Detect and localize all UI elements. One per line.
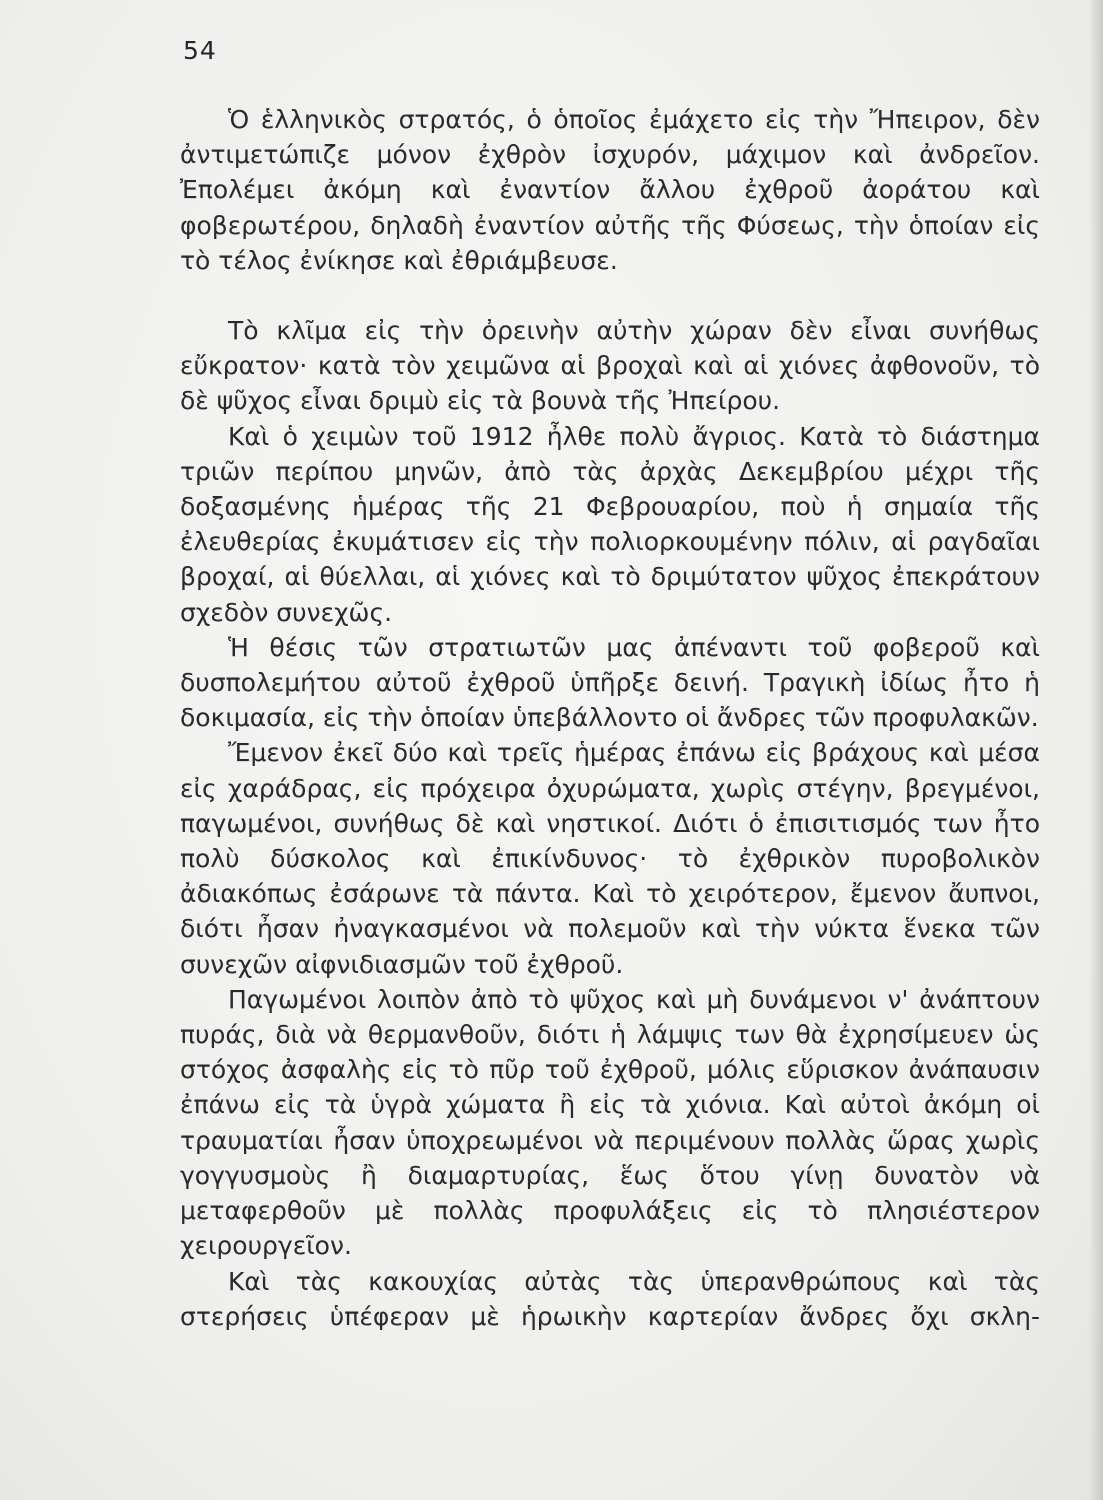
- paragraph-3: Καὶ ὁ χειμὼν τοῦ 1912 ἦλθε πολὺ ἄγριος. Κατὰ τὸ διάστημα τριῶν περίπου μηνῶν, ἀπὸ τὰς ἀρχὰς Δεκεμβρίου μέχρι τῆς δοξασμένης ἡμέρας τῆς 21 Φεβρουαρίου, ποὺ ἡ σημαία τῆς ἐλευθερίας ἐκυμάτισεν εἰς τὴν πολιορκουμένην πόλιν, αἱ ραγδαῖαι βροχαί, αἱ θύελλαι, αἱ χιόνες καὶ τὸ δριμύτατον ψῦχος ἐπεκράτουν σχεδὸν συνεχῶς.: [180, 421, 1040, 627]
- paragraph-1: Ὁ ἑλληνικὸς στρατός, ὁ ὁποῖος ἐμάχετο εἰς τὴν Ἤπειρον, δὲν ἀντιμετώπιζε μόνον ἐχθρὸν ἰσχυρόν, μάχιμον καὶ ἀνδρεῖον. Ἐπολέμει ἀκόμη καὶ ἐναντίον ἄλλου ἐχθροῦ ἀοράτου καὶ φοβερωτέρου, δηλαδὴ ἐναντίον αὐτῆς τῆς Φύσεως, τὴν ὁποίαν εἰς τὸ τέλος ἐνίκησε καὶ ἐθριάμβευσε.: [180, 105, 1040, 275]
- body-text: [180, 102, 1040, 1334]
- paragraph-5: Ἔμενον ἐκεῖ δύο καὶ τρεῖς ἡμέρας ἐπάνω εἰς βράχους καὶ μέσα εἰς χαράδρας, εἰς πρόχειρα ὀχυρώματα, χωρὶς στέγην, βρεγμένοι, παγωμένοι, συνήθως δὲ καὶ νηστικοί. Διότι ὁ ἐπισιτισμός των ἦτο πολὺ δύσκολος καὶ ἐπικίνδυνος· τὸ ἐχθρικὸν πυροβολικὸν ἀδιακόπως ἐσάρωνε τὰ πάντα. Καὶ τὸ χειρότερον, ἔμενον ἄυπνοι, διότι ἦσαν ἠναγκασμένοι νὰ πολεμοῦν καὶ τὴν νύκτα ἕνεκα τῶν συνεχῶν αἰφνιδιασμῶν τοῦ ἐχθροῦ.: [180, 738, 1040, 979]
- paragraph-2: Τὸ κλῖμα εἰς τὴν ὀρεινὴν αὐτὴν χώραν δὲν εἶναι συνήθως εὔκρατον· κατὰ τὸν χειμῶνα αἱ βροχαὶ καὶ αἱ χιόνες ἀφθονοῦν, τὸ δὲ ψῦχος εἶναι δριμὺ εἰς τὰ βουνὰ τῆς Ἠπείρου.: [180, 316, 1040, 416]
- paragraph-7: Καὶ τὰς κακουχίας αὐτὰς τὰς ὑπερανθρώπους καὶ τὰς στερήσεις ὑπέφεραν μὲ ἡρωικὴν καρτερίαν ἄνδρες ὄχι σκλη-: [180, 1266, 1040, 1331]
- page-edge-shadow: [1089, 0, 1103, 1500]
- paragraph-4: Ἡ θέσις τῶν στρατιωτῶν μας ἀπέναντι τοῦ φοβεροῦ καὶ δυσπολεμήτου αὐτοῦ ἐχθροῦ ὑπῆρξε δεινή. Τραγικὴ ἰδίως ἦτο ἡ δοκιμασία, εἰς τὴν ὁποίαν ὑπεβάλλοντο οἱ ἄνδρες τῶν προφυλακῶν.: [180, 632, 1040, 733]
- paragraph-6: Παγωμένοι λοιπὸν ἀπὸ τὸ ψῦχος καὶ μὴ δυνάμενοι ν' ἀνάπτουν πυράς, διὰ νὰ θερμανθοῦν, διότι ἡ λάμψις των θὰ ἐχρησίμευεν ὡς στόχος ἀσφαλὴς εἰς τὸ πῦρ τοῦ ἐχθροῦ, μόλις εὕρισκον ἀνάπαυσιν ἐπάνω εἰς τὰ ὑγρὰ χώματα ἢ εἰς τὰ χιόνια. Καὶ αὐτοὶ ἀκόμη οἱ τραυματίαι ἦσαν ὑποχρεωμένοι νὰ περιμένουν πολλὰς ὥρας χωρὶς γογγυσμοὺς ἢ διαμαρτυρίας, ἕως ὅτου γίνῃ δυνατὸν νὰ μεταφερθοῦν μὲ πολλὰς προφυλάξεις εἰς τὸ πλησιέστερον χειρουργεῖον.: [180, 984, 1040, 1261]
- page-number: 54: [183, 36, 217, 65]
